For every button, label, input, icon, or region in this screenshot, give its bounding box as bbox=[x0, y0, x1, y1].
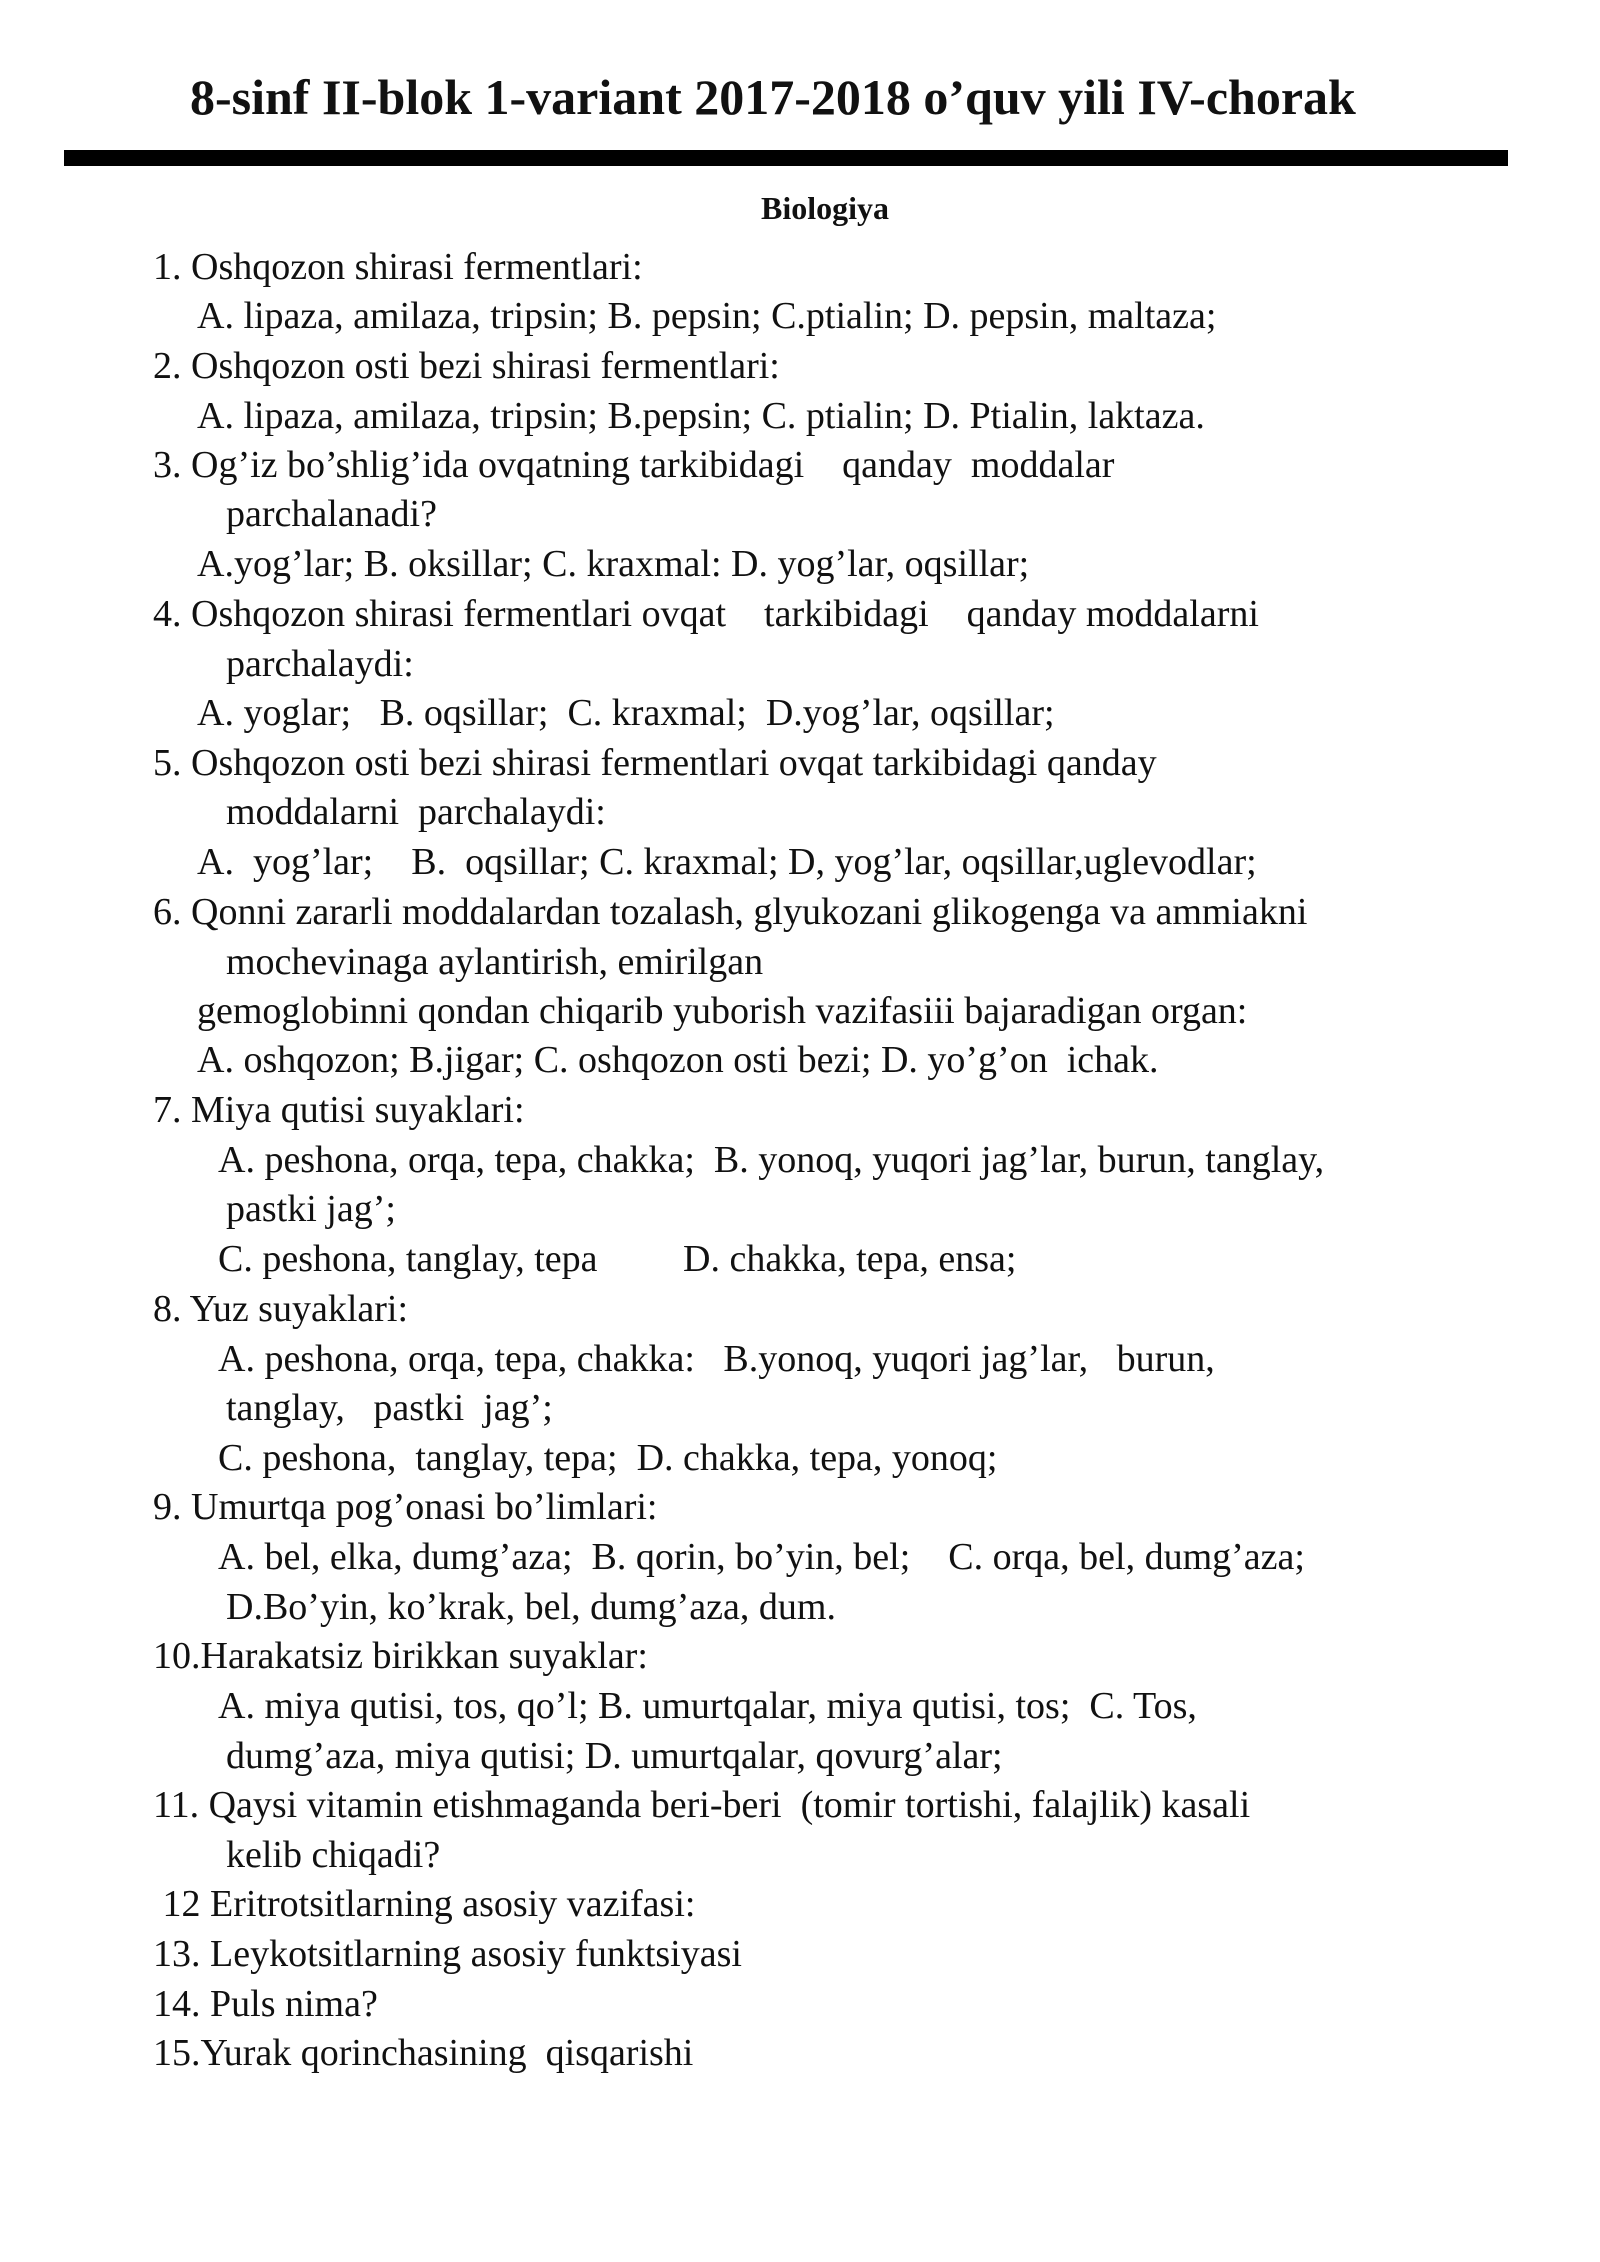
question-text-continued: gemoglobinni qondan chiqarib yuborish vazifasiii bajaradigan organ: bbox=[197, 990, 1248, 1032]
answer-options-continued: pastki jag’; bbox=[226, 1188, 396, 1230]
answer-options: A. lipaza, amilaza, tripsin; B. pepsin; C.ptialin; D. pepsin, maltaza; bbox=[197, 295, 1217, 337]
question-text: 8. Yuz suyaklari: bbox=[153, 1288, 409, 1330]
answer-options: A. peshona, orqa, tepa, chakka: B.yonoq, yuqori jag’lar, burun, bbox=[218, 1338, 1215, 1380]
question-text: 6. Qonni zararli moddalardan tozalash, glyukozani glikogenga va ammiakni bbox=[153, 891, 1308, 933]
question-text: 2. Oshqozon osti bezi shirasi fermentlari: bbox=[153, 345, 780, 387]
question-text: 15.Yurak qorinchasining qisqarishi bbox=[153, 2032, 694, 2074]
question-text-continued: moddalarni parchalaydi: bbox=[226, 791, 606, 833]
question-text-continued: mochevinaga aylantirish, emirilgan bbox=[226, 941, 764, 983]
answer-options: A. yoglar; B. oqsillar; C. kraxmal; D.yog’lar, oqsillar; bbox=[197, 692, 1055, 734]
question-text: 3. Og’iz bo’shlig’ida ovqatning tarkibidagi qanday moddalar bbox=[153, 444, 1115, 486]
answer-options-continued: D.Bo’yin, ko’krak, bel, dumg’aza, dum. bbox=[226, 1586, 836, 1628]
answer-options: A. lipaza, amilaza, tripsin; B.pepsin; C. ptialin; D. Ptialin, laktaza. bbox=[197, 395, 1205, 437]
question-text-continued: parchalanadi? bbox=[226, 493, 437, 535]
question-text: 1. Oshqozon shirasi fermentlari: bbox=[153, 246, 643, 288]
page-header-title: 8-sinf II-blok 1-variant 2017-2018 o’quv yili IV-chorak bbox=[190, 69, 1356, 125]
question-text: 9. Umurtqa pog’onasi bo’limlari: bbox=[153, 1486, 658, 1528]
answer-options: C. peshona, tanglay, tepa D. chakka, tepa, ensa; bbox=[218, 1238, 1017, 1280]
question-text: 5. Oshqozon osti bezi shirasi fermentlari ovqat tarkibidagi qanday bbox=[153, 742, 1157, 784]
question-text: 14. Puls nima? bbox=[153, 1983, 378, 2025]
answer-options: C. peshona, tanglay, tepa; D. chakka, tepa, yonoq; bbox=[218, 1437, 998, 1479]
question-text: 4. Oshqozon shirasi fermentlari ovqat tarkibidagi qanday moddalarni bbox=[153, 593, 1259, 635]
question-text: 11. Qaysi vitamin etishmaganda beri-beri (tomir tortishi, falajlik) kasali bbox=[153, 1784, 1251, 1826]
answer-options: A.yog’lar; B. oksillar; C. kraxmal: D. yog’lar, oqsillar; bbox=[197, 543, 1030, 585]
answer-options: A. yog’lar; B. oqsillar; C. kraxmal; D, yog’lar, oqsillar,uglevodlar; bbox=[197, 841, 1257, 883]
question-text-continued: parchalaydi: bbox=[226, 643, 414, 685]
header-rule bbox=[64, 150, 1508, 166]
answer-options: A. peshona, orqa, tepa, chakka; B. yonoq, yuqori jag’lar, burun, tanglay, bbox=[218, 1139, 1325, 1181]
question-text: 10.Harakatsiz birikkan suyaklar: bbox=[153, 1635, 648, 1677]
answer-options: A. bel, elka, dumg’aza; B. qorin, bo’yin, bel; C. orqa, bel, dumg’aza; bbox=[218, 1536, 1305, 1578]
answer-options-continued: tanglay, pastki jag’; bbox=[226, 1387, 553, 1429]
answer-options-continued: dumg’aza, miya qutisi; D. umurtqalar, qovurg’alar; bbox=[226, 1735, 1003, 1777]
question-text-continued: kelib chiqadi? bbox=[226, 1834, 441, 1876]
question-text: 7. Miya qutisi suyaklari: bbox=[153, 1089, 525, 1131]
answer-options: A. miya qutisi, tos, qo’l; B. umurtqalar, miya qutisi, tos; C. Tos, bbox=[218, 1685, 1197, 1727]
subject-heading: Biologiya bbox=[760, 190, 889, 226]
question-text: 13. Leykotsitlarning asosiy funktsiyasi bbox=[153, 1933, 742, 1975]
question-text: 12 Eritrotsitlarning asosiy vazifasi: bbox=[153, 1883, 696, 1925]
answer-options: A. oshqozon; B.jigar; C. oshqozon osti bezi; D. yo’g’on ichak. bbox=[197, 1039, 1159, 1081]
